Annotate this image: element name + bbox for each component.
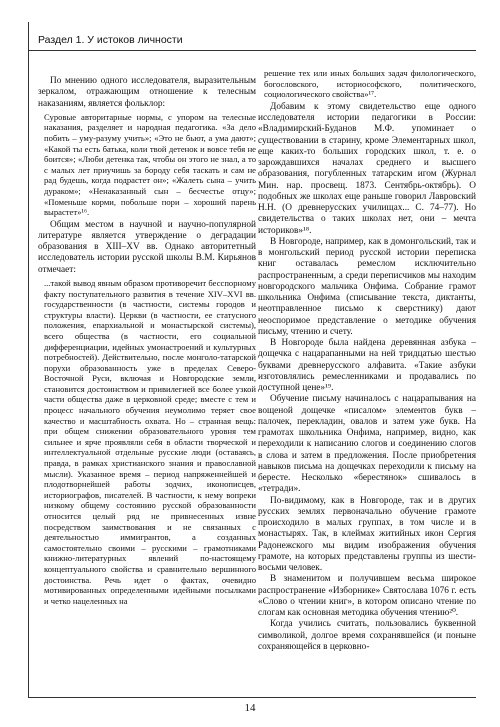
running-header: Раздел 1. У истоков личности [38, 34, 183, 46]
paragraph: В Новгороде, например, как в домонгольский, так и в монгольский период русской истории переписка книг оставалась ремеслом исключительно распространенным, а среди переписчиков мы находим новгородского мальчика Онфима. Собрание грамот школьника Онфима (списывание текста, диктанты, неотправленное письмо к сверстнику) дают неоспоримое представление о методике обучения письму, чтению и счету. [258, 236, 476, 337]
left-margin-rule [28, 22, 29, 698]
paragraph: По-видимому, как в Новгороде, так и в других русских землях первоначально обучение грамоте происходило в малых группах, в том числе и в монастырях. Так, в клеймах житийных икон Сергия Радонежского мы видим изображения обучения грамоте, на которых представлены группы из шести-восьми человек. [258, 495, 476, 574]
paragraph: В Новгороде была найдена деревянная азбука – дощечка с нацарапанными на ней тридцатью шестью буквами древнерусского алфавита. «Такие азбуки изготовлялись ремесленниками и продавались по доступной цене»¹⁹. [258, 338, 476, 394]
folklore-quote: Суровые авторитарные нормы, с упором на телесные наказания, разделяет и народная педагогика. «За дело побить – уму-разуму учить»; «Это не бьют, а ума дают»; «Какой ты есть батька, коли твой детенок и вовсе тебя не боится»; «Люби детенка так, чтобы он этого не знал, а то с малых лет приучишь за бороду себя таскать и сам не рад будешь, когда подрастет он»; «Жалеть сына – учить дураком»; «Ненаказанный сын – бесчестье отцу»; «Поменьше корми, побольше пори – хороший парень вырастет»¹⁶. [44, 111, 256, 218]
footer-rule [28, 697, 476, 698]
kiryanov-quote: ...такой вывод явным образом противоречит бесспорному факту поступательного развития в течение XIV–XVI вв. государственности (в частности, системы городов и структуры власти). Церкви (в частности, ее статусного положения, епархиальной и монастырской системы), всего общества (в частности, его социальной дифференциации, идейных умонастроений и культурных потребностей). Действительно, после монголо-татарской порухи образованность уже в пределах Северо-Восточной Руси, включая и Новгородские земли, становится достоинством и привилегией все более узкой части общества даже в церковной среде; вместе с тем и процесс начального обучения неумолимо теряет свое качество и масштабность охвата. Но – странная вещь: при общем снижении образовательного уровня тем сильнее и ярче проявляли себя в области творческой и интеллектуальной отдельные русские люди (оставаясь, правда, в рамках христианского знания и православной мысли). Указанное время – период напряженнейшей и плодотворнейшей работы зодчих, иконописцев, историографов, писателей. В частности, к нему вопреки низкому общему состоянию русской образованности относится целый ряд не привнесенных извне посредством заимствования и не связанных с деятельностью иммигрантов, а созданных самостоятельно своими – русскими – грамотниками книжно-литературных явлений по-настоящему концептуального свойства и сравнительно вершинного достоинства. Речь идет о фактах, очевидно мотивированных определенными идейными посылками и четко нацеленных на [44, 277, 256, 606]
left-column [38, 76, 256, 608]
paragraph: В знаменитом и получившем весьма широкое распространение «Изборнике» Святослава 1076 г. есть «Слово о чтении книг», в котором описано чтение по слогам как основная методика обучения чтению²⁰. [258, 574, 476, 619]
paragraph: По мнению одного исследователя, выразительным зеркалом, отражающим отношение к телесным наказаниям, является фольклор: [38, 76, 256, 109]
right-column [258, 66, 476, 653]
paragraph: Когда учились считать, пользовались буквенной символикой, долгое время сохранявшейся (и поныне сохраняющейся в церковно- [258, 619, 476, 652]
kiryanov-quote-end: решение тех или иных больших задач филологического, богословского, историософского, политического, социологического свойства»¹⁷. [264, 68, 476, 100]
paragraph: Общим местом в научной и научно-популярной литературе является утверждение о деградации образования в XIII–XV вв. Однако авторитетный исследователь истории русской школы В.М. Кирьянов отмечает: [38, 219, 256, 275]
header-rule [28, 50, 476, 51]
paragraph: Добавим к этому свидетельство еще одного исследователя истории педагогики в России: «Владимирский-Буданов М.Ф. упоминает о существовании в старину, кроме Элементарных школ, еще каких-то больших городских школ, т. е. о зарождавшихся началах среднего и высшего образования, погубленных татарским игом (Журнал Мин. нар. просвещ. 1873. Сентябрь-октябрь). О подобных же школах еще раньше говорил Лавровский Н.Н. (О древнерусских училищах... С. 74–77). Но свидетельства о таких школах нет, они – мечта историков»¹⁸. [258, 101, 476, 236]
paragraph: Обучение письму начиналось с нацарапывания на вощеной дощечке «писалом» элементов букв – палочек, перекладин, овалов и затем уже букв. На грамотах школьника Онфима, например, видно, как переходили к написанию слогов и соединению слогов в слова и затем в предложения. После приобретения навыков письма на дощечках переходили к письму на бересте. Несколько «берестянок» сшивалось в «тетради». [258, 394, 476, 495]
page-number: 14 [244, 702, 256, 714]
